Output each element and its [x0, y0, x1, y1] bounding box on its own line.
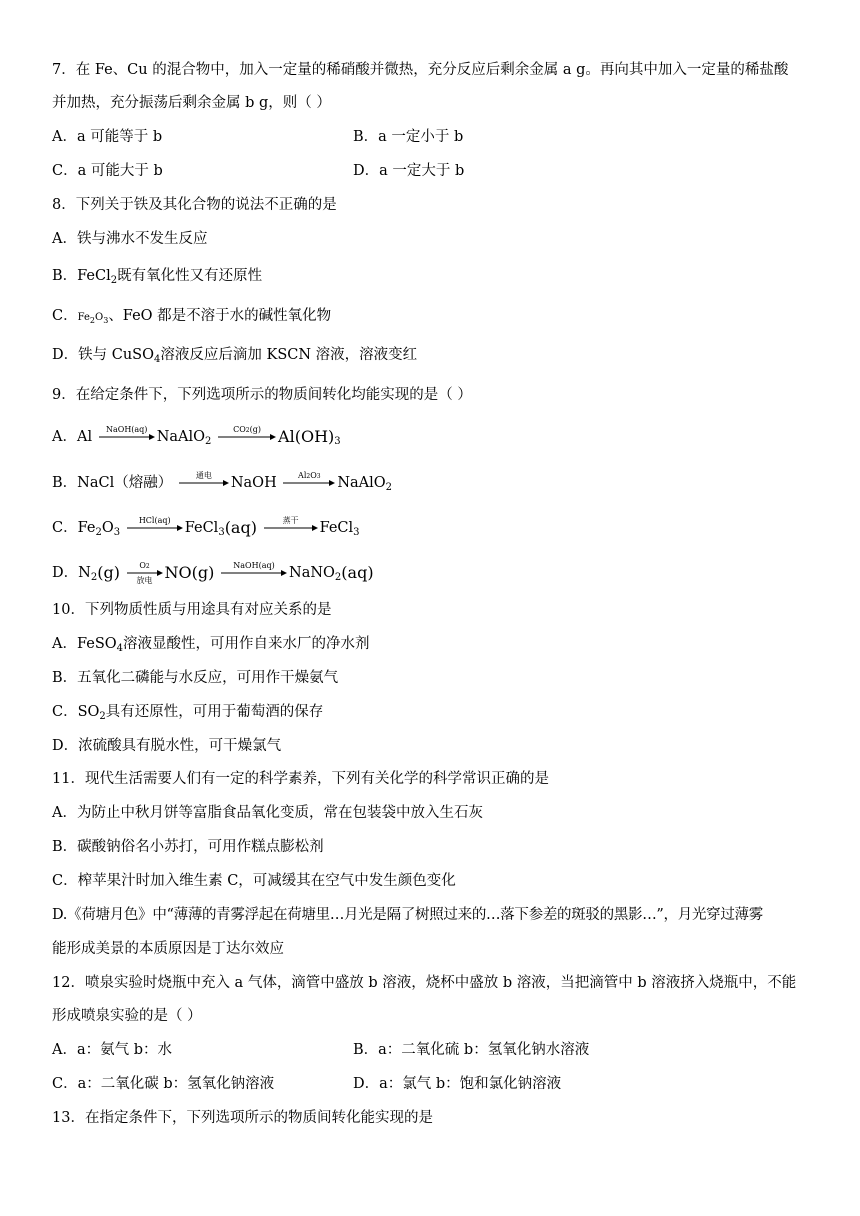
q7-option-b: B．a 一定小于 b	[353, 129, 464, 145]
q10-stem: 10．下列物质性质与用途具有对应关系的是	[52, 602, 332, 618]
q11-option-a: A．为防止中秋月饼等富脂食品氧化变质，常在包装袋中放入生石灰	[52, 805, 483, 821]
q8-option-b-text: 既有氧化性又有还原性	[117, 268, 263, 284]
q10-option-c	[52, 702, 820, 727]
q10-option-c-text2: 具有还原性，可用于葡萄酒的保存	[105, 704, 324, 720]
q9-d-species1-sub: 2	[90, 572, 98, 583]
q11-option-d-line1: D.《荷塘月色》中“薄薄的青雾浮起在荷塘里…月光是隔了树照过来的…落下参差的斑驳的黑影…”，月光穿过薄雾	[52, 907, 763, 923]
q9-option-d	[52, 560, 820, 591]
q9-c-species1-o: O	[101, 520, 114, 536]
q8-option-b-label: B．	[52, 268, 78, 284]
q9-d-arrow1	[127, 561, 163, 585]
q10-option-a-text2: 溶液显酸性，可用作自来水厂的净水剂	[123, 636, 370, 652]
q10-option-b: B．五氧化二磷能与水反应，可用作干燥氨气	[52, 670, 339, 686]
q9-c-species2: FeCl	[184, 520, 219, 536]
q10-option-a-text1: A．FeSO	[52, 636, 117, 652]
q9-a-arrow2	[218, 425, 276, 449]
q7-option-d: D．a 一定大于 b	[353, 163, 465, 179]
q9-a-arrow1	[99, 425, 155, 449]
q9-b-reagent1: 通电	[195, 471, 212, 480]
q8-stem: 8．下列关于铁及其化合物的说法不正确的是	[52, 197, 337, 213]
q9-c-species2-tail: (aq)	[224, 518, 257, 537]
q8-option-c-sub1: 2	[89, 316, 96, 325]
q9-a-species2-sub: 2	[205, 436, 212, 447]
q9-b-arrow2	[283, 471, 335, 495]
q9-d-arrow2	[221, 561, 287, 585]
q9-c-species2-sub: 3	[218, 527, 225, 538]
q10-option-d: D．浓硫酸具有脱水性，可干燥氯气	[52, 738, 282, 754]
q9-a-species3: Al(OH)	[278, 427, 335, 446]
q9-d-species1: N	[78, 565, 91, 581]
q9-b-arrow1	[179, 471, 229, 495]
q8-option-c-sub2: 3	[103, 316, 109, 325]
q9-b-species2: NaOH	[230, 475, 277, 491]
q9-stem: 9．在给定条件下，下列选项所示的物质间转化均能实现的是（ ）	[52, 387, 472, 403]
q9-c-reagent1: HCl(aq)	[138, 516, 171, 525]
q9-c-species3: FeCl	[319, 520, 354, 536]
q8-option-c-text: 、FeO 都是不溶于水的碱性氧化物	[108, 308, 332, 324]
q7-option-a: A．a 可能等于 b	[52, 129, 163, 145]
q12-option-b: B．a：二氧化硫 b：氢氧化钠水溶液	[353, 1042, 590, 1058]
q12-stem-line2: 形成喷泉实验的是（ ）	[52, 1008, 202, 1024]
q9-a-species3-sub: 3	[334, 436, 341, 447]
q9-c-label: C．	[52, 520, 78, 536]
q8-option-c-label: C．	[52, 308, 78, 324]
q9-d-species3-sub: 2	[334, 572, 342, 583]
q12-option-c: C．a：二氧化碳 b：氢氧化钠溶液	[52, 1076, 275, 1092]
q9-b-reagent2-al: Al	[298, 471, 307, 480]
q8-option-a: A．铁与沸水不发生反应	[52, 231, 208, 247]
q8-option-d-text2: 溶液反应后滴加 KSCN 溶液，溶液变红	[160, 347, 418, 363]
q12-option-d: D．a：氯气 b：饱和氯化钠溶液	[353, 1076, 562, 1092]
q9-d-species3-tail: (aq)	[341, 563, 374, 582]
q9-d-species2: NO(g)	[164, 563, 215, 582]
q7-stem-line2: 并加热，充分振荡后剩余金属 b g，则（ ）	[52, 95, 331, 111]
q8-option-b-formula: FeCl	[77, 268, 111, 284]
q9-b-species3: NaAlO	[337, 475, 386, 491]
q11-option-d-line2: 能形成美景的本质原因是丁达尔效应	[52, 941, 284, 957]
q9-a-reagent2: CO	[233, 425, 246, 434]
q8-option-b-subscript: 2	[110, 275, 118, 286]
q8-option-b	[52, 266, 820, 291]
q9-d-species1-tail: (g)	[97, 563, 120, 582]
q9-c-arrow2	[264, 516, 318, 540]
q8-option-c-formula-o: O	[95, 312, 104, 323]
q9-a-species2: NaAlO	[156, 429, 206, 445]
q9-d-reagent1-bottom: 放电	[136, 576, 153, 585]
q8-option-d-text1: D．铁与 CuSO	[52, 347, 154, 363]
q11-option-b: B．碳酸钠俗名小苏打，可用作糕点膨松剂	[52, 839, 324, 855]
q7-option-c: C．a 可能大于 b	[52, 163, 163, 179]
q9-a-reagent2-sub: 2	[245, 427, 250, 434]
q9-c-reagent2: 蒸干	[282, 516, 299, 525]
q9-option-a	[52, 424, 820, 455]
q7-stem-line1: 7．在 Fe、Cu 的混合物中，加入一定量的稀硝酸并微热，充分反应后剩余金属 a g。再向其中加入一定量的稀盐酸	[52, 62, 789, 78]
q8-option-d	[52, 345, 820, 370]
q9-d-reagent1-top: O	[139, 561, 146, 570]
q9-b-reagent2-o: O	[310, 471, 317, 480]
q9-d-species3: NaNO	[289, 565, 335, 581]
q8-option-d-subscript: 4	[154, 354, 161, 365]
q9-c-species1-sub2: 3	[113, 527, 121, 538]
q9-b-reagent2-sub1: 2	[306, 473, 311, 480]
q9-a-label: A．	[52, 429, 77, 445]
q9-c-species1-sub1: 2	[95, 527, 102, 538]
q10-option-c-text1: C．SO	[52, 704, 100, 720]
q11-stem: 11．现代生活需要人们有一定的科学素养，下列有关化学的科学常识正确的是	[52, 771, 549, 787]
q12-option-a: A．a：氨气 b：水	[52, 1042, 173, 1058]
q9-a-reagent1: NaOH(aq)	[105, 425, 148, 434]
q9-b-species3-sub: 2	[385, 482, 393, 493]
q9-c-species1-fe: Fe	[77, 520, 96, 536]
q9-c-species3-sub: 3	[353, 527, 360, 538]
q9-b-reagent2-sub2: 3	[316, 473, 321, 480]
q10-option-c-sub: 2	[99, 711, 106, 722]
q11-option-c: C．榨苹果汁时加入维生素 C，可减缓其在空气中发生颜色变化	[52, 873, 456, 889]
q13-stem: 13．在指定条件下，下列选项所示的物质间转化能实现的是	[52, 1110, 433, 1126]
q9-b-species1: NaCl（熔融）	[77, 475, 173, 491]
q9-d-reagent1-top-sub: 2	[145, 563, 150, 570]
q9-option-c	[52, 515, 820, 546]
q9-a-species1: Al	[76, 429, 93, 445]
q8-option-c-formula-fe: Fe	[77, 312, 90, 323]
q9-d-label: D．	[52, 565, 79, 581]
q12-stem-line1: 12．喷泉实验时烧瓶中充入 a 气体，滴管中盛放 b 溶液，烧杯中盛放 b 溶液，当把滴管中 b 溶液挤入烧瓶中，不能	[52, 975, 797, 991]
q9-a-reagent2-tail: (g)	[249, 425, 261, 434]
q8-option-c	[52, 306, 820, 331]
q9-option-b	[52, 470, 820, 501]
q9-b-label: B．	[52, 475, 78, 491]
q10-option-a	[52, 634, 820, 659]
q10-option-a-sub: 4	[116, 643, 124, 654]
q9-c-arrow1	[127, 516, 183, 540]
q9-d-reagent2: NaOH(aq)	[233, 561, 275, 570]
